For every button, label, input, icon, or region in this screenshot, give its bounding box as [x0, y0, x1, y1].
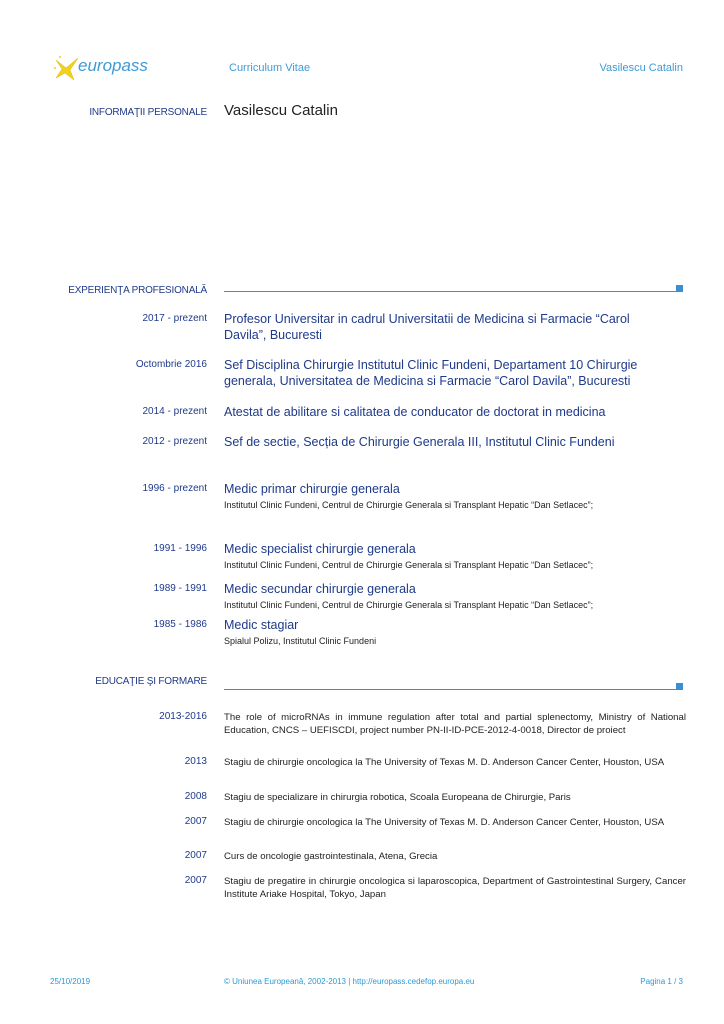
experience-date: 2017 - prezent [142, 313, 207, 324]
experience-detail: Institutul Clinic Fundeni, Centrul de Chirurgie Generala si Transplant Hepatic “Dan Setlacec”; [224, 600, 594, 610]
experience-title: Atestat de abilitare si calitatea de conducator de doctorat in medicina [224, 405, 606, 419]
experience-date: 1989 - 1991 [153, 583, 207, 594]
header-name: Vasilescu Catalin [599, 62, 683, 74]
experience-date: 1991 - 1996 [153, 543, 207, 554]
education-date: 2013-2016 [159, 711, 207, 722]
experience-title: Profesor Universitar in cadrul Universitatii de Medicina si Farmacie “Carol Davila”, Bucuresti [224, 312, 630, 342]
education-date: 2008 [184, 791, 207, 802]
education-entry: Curs de oncologie gastrointestinala, Atena, Grecia [224, 851, 438, 862]
section-divider [224, 689, 678, 690]
europass-logo [52, 54, 152, 82]
experience-detail: Institutul Clinic Fundeni, Centrul de Chirurgie Generala si Transplant Hepatic “Dan Setlacec”; [224, 560, 594, 570]
section-divider [224, 291, 678, 292]
education-entry: Stagiu de pregatire in chirurgie oncologica si laparoscopica, Department of Gastrointestinal Surgery, Cancer Institute Ariake Hospital, Tokyo, Japan [224, 876, 686, 900]
personal-info-label: INFORMAŢII PERSONALE [89, 107, 207, 118]
education-date: 2007 [184, 875, 207, 886]
education-entry: The role of microRNAs in immune regulation after total and partial splenectomy, Ministry of National Education, CNCS – UEFISCDI, project number PN-II-ID-PCE-2012-4-0018, Director de proiect [224, 712, 686, 736]
person-name: Vasilescu Catalin [224, 102, 338, 119]
experience-label: EXPERIENŢA PROFESIONALĂ [68, 285, 207, 296]
footer-page: Pagina 1 / 3 [640, 977, 683, 986]
education-date: 2007 [184, 816, 207, 827]
footer-copyright: © Uniunea Europeană, 2002-2013 | http://europass.cedefop.europa.eu [224, 977, 475, 986]
education-label: EDUCAŢIE ŞI FORMARE [95, 676, 207, 687]
experience-date: Octombrie 2016 [135, 359, 207, 370]
experience-title: Medic secundar chirurgie generala [224, 582, 416, 596]
experience-date: 2012 - prezent [142, 436, 207, 447]
doc-title: Curriculum Vitae [229, 62, 311, 74]
experience-title: Medic primar chirurgie generala [224, 482, 400, 496]
education-date: 2007 [184, 850, 207, 861]
experience-detail: Spialul Polizu, Institutul Clinic Fundeni [224, 636, 377, 646]
section-marker [676, 285, 683, 292]
education-entry: Stagiu de specializare in chirurgia robotica, Scoala Europeana de Chirurgie, Paris [224, 792, 571, 803]
education-entry: Stagiu de chirurgie oncologica la The University of Texas M. D. Anderson Cancer Center, Houston, USA [224, 817, 665, 828]
experience-title: Sef Disciplina Chirurgie Institutul Clinic Fundeni, Departament 10 Chirurgie generala, Universitatea de Medicina si Farmacie “Carol Davila”, Bucuresti [224, 358, 638, 388]
logo-text: europass [78, 56, 148, 75]
experience-detail: Institutul Clinic Fundeni, Centrul de Chirurgie Generala si Transplant Hepatic “Dan Setlacec”; [224, 500, 594, 510]
experience-date: 2014 - prezent [142, 406, 207, 417]
experience-date: 1985 - 1986 [153, 619, 207, 630]
experience-title: Sef de sectie, Secția de Chirurgie Generala III, Institutul Clinic Fundeni [224, 435, 615, 449]
experience-title: Medic specialist chirurgie generala [224, 542, 416, 556]
education-date: 2013 [184, 756, 207, 767]
footer-date: 25/10/2019 [50, 977, 91, 986]
experience-title: Medic stagiar [224, 618, 299, 632]
experience-date: 1996 - prezent [142, 483, 207, 494]
section-marker [676, 683, 683, 690]
education-entry: Stagiu de chirurgie oncologica la The University of Texas M. D. Anderson Cancer Center, Houston, USA [224, 757, 665, 768]
